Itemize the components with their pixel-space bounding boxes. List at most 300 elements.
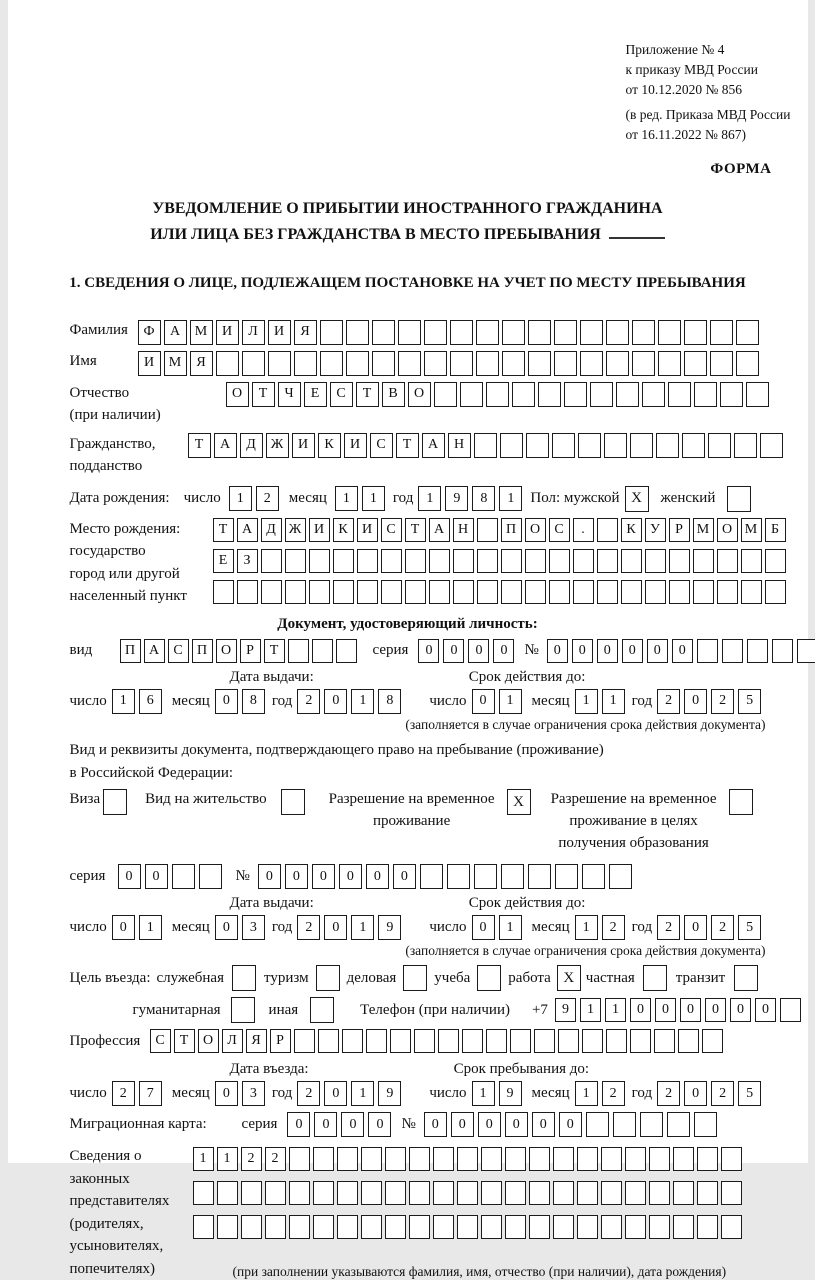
cell: 5 — [738, 915, 761, 940]
patronymic-label-line2: (при наличии) — [69, 407, 161, 424]
cell — [505, 1215, 526, 1239]
permit-valid-day-cells — [472, 915, 522, 940]
cell — [420, 864, 443, 889]
doc-type-cells — [120, 639, 357, 663]
cell: А — [237, 518, 258, 542]
cell — [261, 549, 282, 573]
cell — [577, 1215, 598, 1239]
day-label: число — [429, 692, 467, 709]
cell: 0 — [755, 998, 776, 1022]
cell — [694, 1112, 717, 1137]
cell: 6 — [139, 689, 162, 714]
cell — [741, 580, 762, 604]
citizenship-label-line1: Гражданство, — [69, 435, 156, 452]
cell — [529, 1147, 550, 1171]
cell: Т — [188, 433, 211, 458]
cell: 0 — [418, 639, 439, 663]
cell: Ж — [266, 433, 289, 458]
cell: 0 — [684, 1081, 707, 1106]
cell — [736, 320, 759, 345]
staydoc-line1: Вид и реквизиты документа, подтверждающего право на пребывание (проживание) — [69, 741, 604, 758]
doc-valid-date-group — [429, 689, 761, 714]
cell — [447, 864, 470, 889]
cell: Ч — [278, 382, 301, 407]
cell — [654, 1029, 675, 1053]
cell — [361, 1181, 382, 1205]
permit-issue-year-cells — [297, 915, 401, 940]
cell — [501, 864, 524, 889]
permit-valid-year-cells — [657, 915, 761, 940]
cell: 0 — [705, 998, 726, 1022]
cell — [606, 351, 629, 376]
purpose-other-checkbox — [310, 997, 334, 1023]
cell: П — [120, 639, 141, 663]
gender-female-label: женский — [660, 489, 716, 506]
cell: 0 — [684, 689, 707, 714]
cell — [372, 320, 395, 345]
cell — [265, 1181, 286, 1205]
cell — [318, 1029, 339, 1053]
cell: 0 — [215, 689, 238, 714]
cell — [486, 382, 509, 407]
birthplace-cells-block — [213, 518, 786, 604]
cell — [625, 1147, 646, 1171]
cell — [630, 1029, 651, 1053]
phone-label: Телефон (при наличии) — [360, 1001, 510, 1018]
cell — [261, 580, 282, 604]
cell — [708, 433, 731, 458]
cell: 8 — [472, 486, 495, 511]
cell: П — [192, 639, 213, 663]
cell — [502, 320, 525, 345]
cell: 1 — [499, 486, 522, 511]
cell: 1 — [335, 486, 358, 511]
cell: Н — [448, 433, 471, 458]
cell — [199, 864, 222, 889]
permit-series-row — [70, 864, 808, 889]
gender-male-checkbox: X — [625, 486, 649, 512]
cell — [621, 580, 642, 604]
cell — [333, 549, 354, 573]
cell — [481, 1215, 502, 1239]
cell — [667, 1112, 690, 1137]
cell — [682, 433, 705, 458]
cell — [601, 1181, 622, 1205]
staydoc-paragraph — [70, 739, 808, 786]
purpose-humanitarian-label: гуманитарная — [132, 1001, 221, 1018]
cell — [217, 1181, 238, 1205]
cell: 0 — [324, 1081, 347, 1106]
cell: 0 — [258, 864, 281, 889]
cell: Л — [242, 320, 265, 345]
cell — [765, 549, 786, 573]
representatives-label-line: Сведения о — [69, 1148, 142, 1165]
cell — [405, 580, 426, 604]
cell: Ж — [285, 518, 306, 542]
cell — [429, 580, 450, 604]
cell: 0 — [285, 864, 308, 889]
cell — [582, 864, 605, 889]
doc-issue-date-group — [70, 689, 402, 714]
cell: К — [621, 518, 642, 542]
cell — [528, 864, 551, 889]
temp-residence-line2: проживание — [372, 812, 451, 829]
cell: . — [573, 518, 594, 542]
cell: 0 — [505, 1112, 528, 1137]
birth-year-cells — [418, 486, 522, 511]
cell — [381, 580, 402, 604]
temp-residence-checkbox: X — [507, 789, 531, 815]
year-label: год — [271, 919, 293, 936]
birthplace-label-line4: населенный пункт — [69, 588, 187, 605]
cell — [694, 382, 717, 407]
cell: З — [237, 549, 258, 573]
cell — [265, 1215, 286, 1239]
cell: 0 — [118, 864, 141, 889]
cell: 0 — [339, 864, 362, 889]
representatives-label-line: представителях — [69, 1193, 170, 1210]
migration-card-label: Миграционная карта: — [69, 1116, 207, 1132]
cell: 1 — [193, 1147, 214, 1171]
cell: И — [357, 518, 378, 542]
representatives-label — [70, 1145, 193, 1280]
cell: 2 — [657, 915, 680, 940]
cell: 9 — [445, 486, 468, 511]
cell: 0 — [145, 864, 168, 889]
cell: 0 — [532, 1112, 555, 1137]
temp-edu-label — [551, 789, 717, 854]
cell — [625, 1181, 646, 1205]
cell — [632, 351, 655, 376]
cell — [597, 580, 618, 604]
cell: А — [214, 433, 237, 458]
cell: С — [370, 433, 393, 458]
purpose-tourism-label: туризм — [263, 969, 309, 986]
cell: 0 — [547, 639, 568, 663]
purpose-study-label: учеба — [434, 969, 471, 986]
cell — [309, 549, 330, 573]
representatives-row — [70, 1145, 808, 1280]
cell — [693, 549, 714, 573]
cell: С — [150, 1029, 171, 1053]
cell — [609, 864, 632, 889]
cell — [510, 1029, 531, 1053]
permit-number-label: № — [235, 868, 250, 884]
cell: 0 — [730, 998, 751, 1022]
cell — [640, 1112, 663, 1137]
stay-year-cells — [657, 1081, 761, 1106]
cell: 0 — [597, 639, 618, 663]
mig-number-cells — [424, 1112, 717, 1137]
cell: 1 — [112, 689, 135, 714]
representatives-cells-row3 — [193, 1215, 742, 1239]
cell: 3 — [242, 1081, 265, 1106]
cell — [656, 433, 679, 458]
cell — [601, 1147, 622, 1171]
representatives-cells-block — [193, 1145, 742, 1239]
purpose-official-label: служебная — [156, 969, 224, 986]
cell: А — [429, 518, 450, 542]
cell: 1 — [575, 915, 598, 940]
cell: 9 — [378, 1081, 401, 1106]
cell: Д — [240, 433, 263, 458]
gender-female-checkbox — [727, 486, 751, 512]
cell: И — [309, 518, 330, 542]
cell — [481, 1181, 502, 1205]
cell — [613, 1112, 636, 1137]
visa-checkbox — [103, 789, 127, 815]
stay-day-cells — [472, 1081, 522, 1106]
cell — [500, 433, 523, 458]
cell — [346, 351, 369, 376]
citizenship-row — [70, 433, 808, 478]
cell — [684, 351, 707, 376]
cell — [312, 639, 333, 663]
cell — [398, 320, 421, 345]
cell: 2 — [711, 915, 734, 940]
citizenship-cells — [188, 433, 783, 458]
cell: С — [168, 639, 189, 663]
cell — [294, 351, 317, 376]
representatives-label-line: попечителях) — [69, 1260, 156, 1277]
cell — [721, 1181, 742, 1205]
temp-edu-line3: получения образования — [558, 834, 709, 851]
cell: А — [144, 639, 165, 663]
doc-issue-day-cells — [112, 689, 162, 714]
cell — [313, 1215, 334, 1239]
entry-month-cells — [215, 1081, 265, 1106]
profession-row — [70, 1029, 808, 1053]
cell: О — [408, 382, 431, 407]
cell — [172, 864, 195, 889]
temp-edu-line1: Разрешение на временное — [550, 791, 717, 808]
cell — [453, 580, 474, 604]
patronymic-cells — [226, 382, 769, 407]
doc-number-cells — [547, 639, 815, 663]
cell: Т — [252, 382, 275, 407]
purpose-private-label: частная — [585, 969, 635, 986]
cell — [710, 320, 733, 345]
cell — [213, 580, 234, 604]
cell: И — [344, 433, 367, 458]
entry-dates-head — [70, 1061, 808, 1078]
purpose-private-checkbox — [643, 965, 667, 991]
residence-permit-checkbox — [281, 789, 305, 815]
cell: 0 — [647, 639, 668, 663]
cell: А — [422, 433, 445, 458]
birth-month-label: месяц — [288, 489, 327, 506]
purpose-transit-checkbox — [734, 965, 758, 991]
doc-type-label: вид — [69, 641, 93, 658]
cell — [462, 1029, 483, 1053]
cell — [553, 1215, 574, 1239]
cell — [678, 1029, 699, 1053]
cell: Я — [190, 351, 213, 376]
cell — [649, 1181, 670, 1205]
cell: Т — [213, 518, 234, 542]
cell — [606, 320, 629, 345]
cell: 9 — [499, 1081, 522, 1106]
purpose-business-checkbox — [403, 965, 427, 991]
permit-series-cells — [118, 864, 222, 889]
cell: 0 — [684, 915, 707, 940]
cell — [390, 1029, 411, 1053]
cell — [554, 320, 577, 345]
cell — [578, 433, 601, 458]
cell: Р — [669, 518, 690, 542]
cell — [320, 320, 343, 345]
birthplace-cells-row2 — [213, 549, 786, 573]
cell: 1 — [351, 915, 374, 940]
phone-prefix: +7 — [531, 1001, 548, 1018]
permit-valid-month-cells — [575, 915, 625, 940]
cell: 1 — [499, 689, 522, 714]
birthdate-row — [70, 486, 808, 512]
entry-dates-row — [70, 1081, 808, 1106]
cell — [337, 1181, 358, 1205]
permit-issue-date-label: Дата выдачи: — [229, 895, 314, 912]
cell: 0 — [493, 639, 514, 663]
cell — [193, 1181, 214, 1205]
cell: М — [190, 320, 213, 345]
day-label: число — [69, 692, 107, 709]
cell — [765, 580, 786, 604]
cell — [433, 1215, 454, 1239]
cell — [501, 549, 522, 573]
representatives-note: (при заполнении указываются фамилия, имя, отчество (при наличии), дата рождения) — [232, 1264, 727, 1280]
staydoc-type-row — [70, 789, 808, 854]
month-label: месяц — [531, 1085, 570, 1102]
cell — [438, 1029, 459, 1053]
birthplace-label-line1: Место рождения: — [69, 520, 181, 537]
cell: 0 — [478, 1112, 501, 1137]
cell: 9 — [555, 998, 576, 1022]
cell — [216, 351, 239, 376]
temp-residence-line1: Разрешение на временное — [328, 791, 495, 808]
representatives-label-line: законных — [69, 1170, 130, 1187]
cell: В — [382, 382, 405, 407]
year-label: год — [271, 1085, 293, 1102]
cell — [385, 1215, 406, 1239]
citizenship-label — [70, 433, 188, 478]
cell — [242, 351, 265, 376]
entry-day-cells — [112, 1081, 162, 1106]
cell: 1 — [575, 1081, 598, 1106]
cell — [289, 1147, 310, 1171]
cell — [741, 549, 762, 573]
cell — [573, 580, 594, 604]
cell — [558, 1029, 579, 1053]
purpose-tourism-checkbox — [316, 965, 340, 991]
cell: 0 — [468, 639, 489, 663]
cell: 2 — [711, 689, 734, 714]
representatives-label-line: усыновителях, — [69, 1238, 164, 1255]
cell — [424, 320, 447, 345]
cell — [342, 1029, 363, 1053]
cell — [357, 549, 378, 573]
cell — [476, 320, 499, 345]
cell — [505, 1147, 526, 1171]
doc-series-label: серия — [372, 641, 409, 658]
gender-male-label: Пол: мужской — [530, 489, 620, 506]
name-row — [70, 351, 808, 376]
cell — [580, 320, 603, 345]
cell — [673, 1147, 694, 1171]
cell — [577, 1147, 598, 1171]
cell — [309, 580, 330, 604]
form-title — [8, 196, 808, 249]
cell: Р — [240, 639, 261, 663]
cell — [549, 549, 570, 573]
cell — [597, 518, 618, 542]
mig-series-label: серия — [241, 1116, 278, 1132]
cell — [433, 1147, 454, 1171]
doc-valid-note: (заполняется в случае ограничения срока действия документа) — [405, 716, 766, 732]
cell: 5 — [738, 1081, 761, 1106]
cell — [590, 382, 613, 407]
cell — [702, 1029, 723, 1053]
representatives-cells-row1 — [193, 1147, 742, 1171]
representatives-label-line: (родителях, — [69, 1215, 144, 1232]
doc-series-cells — [418, 639, 514, 663]
cell: Т — [396, 433, 419, 458]
cell — [366, 1029, 387, 1053]
cell — [736, 351, 759, 376]
month-label: месяц — [171, 692, 210, 709]
permit-issue-month-cells — [215, 915, 265, 940]
cell — [529, 1215, 550, 1239]
cell: С — [381, 518, 402, 542]
cell — [721, 1147, 742, 1171]
cell — [505, 1181, 526, 1205]
birthplace-label-line2: государство — [69, 543, 146, 560]
cell — [630, 433, 653, 458]
cell — [710, 351, 733, 376]
cell: 1 — [605, 998, 626, 1022]
citizenship-label-line2: подданство — [69, 458, 143, 475]
cell — [538, 382, 561, 407]
form-title-line2: ИЛИ ЛИЦА БЕЗ ГРАЖДАНСТВА В МЕСТО ПРЕБЫВАНИЯ — [8, 222, 808, 248]
cell — [616, 382, 639, 407]
cell: 1 — [472, 1081, 495, 1106]
permit-valid-until-label: Срок действия до: — [468, 895, 586, 912]
cell: 0 — [424, 1112, 447, 1137]
title-blank-line — [609, 226, 665, 239]
cell: 0 — [215, 1081, 238, 1106]
cell — [721, 1215, 742, 1239]
cell — [361, 1215, 382, 1239]
cell: 0 — [655, 998, 676, 1022]
cell — [357, 580, 378, 604]
purpose-other-label: иная — [268, 1001, 299, 1018]
cell — [525, 580, 546, 604]
cell — [573, 549, 594, 573]
cell — [658, 320, 681, 345]
cell: К — [318, 433, 341, 458]
cell: 2 — [711, 1081, 734, 1106]
cell — [237, 580, 258, 604]
permit-number-cells — [258, 864, 632, 889]
cell: 8 — [378, 689, 401, 714]
cell — [555, 864, 578, 889]
year-label: год — [631, 692, 653, 709]
surname-cells — [138, 320, 759, 345]
cell — [409, 1215, 430, 1239]
cell — [481, 1147, 502, 1171]
cell — [476, 351, 499, 376]
staydoc-line2: в Российской Федерации: — [69, 764, 234, 781]
cell — [525, 549, 546, 573]
